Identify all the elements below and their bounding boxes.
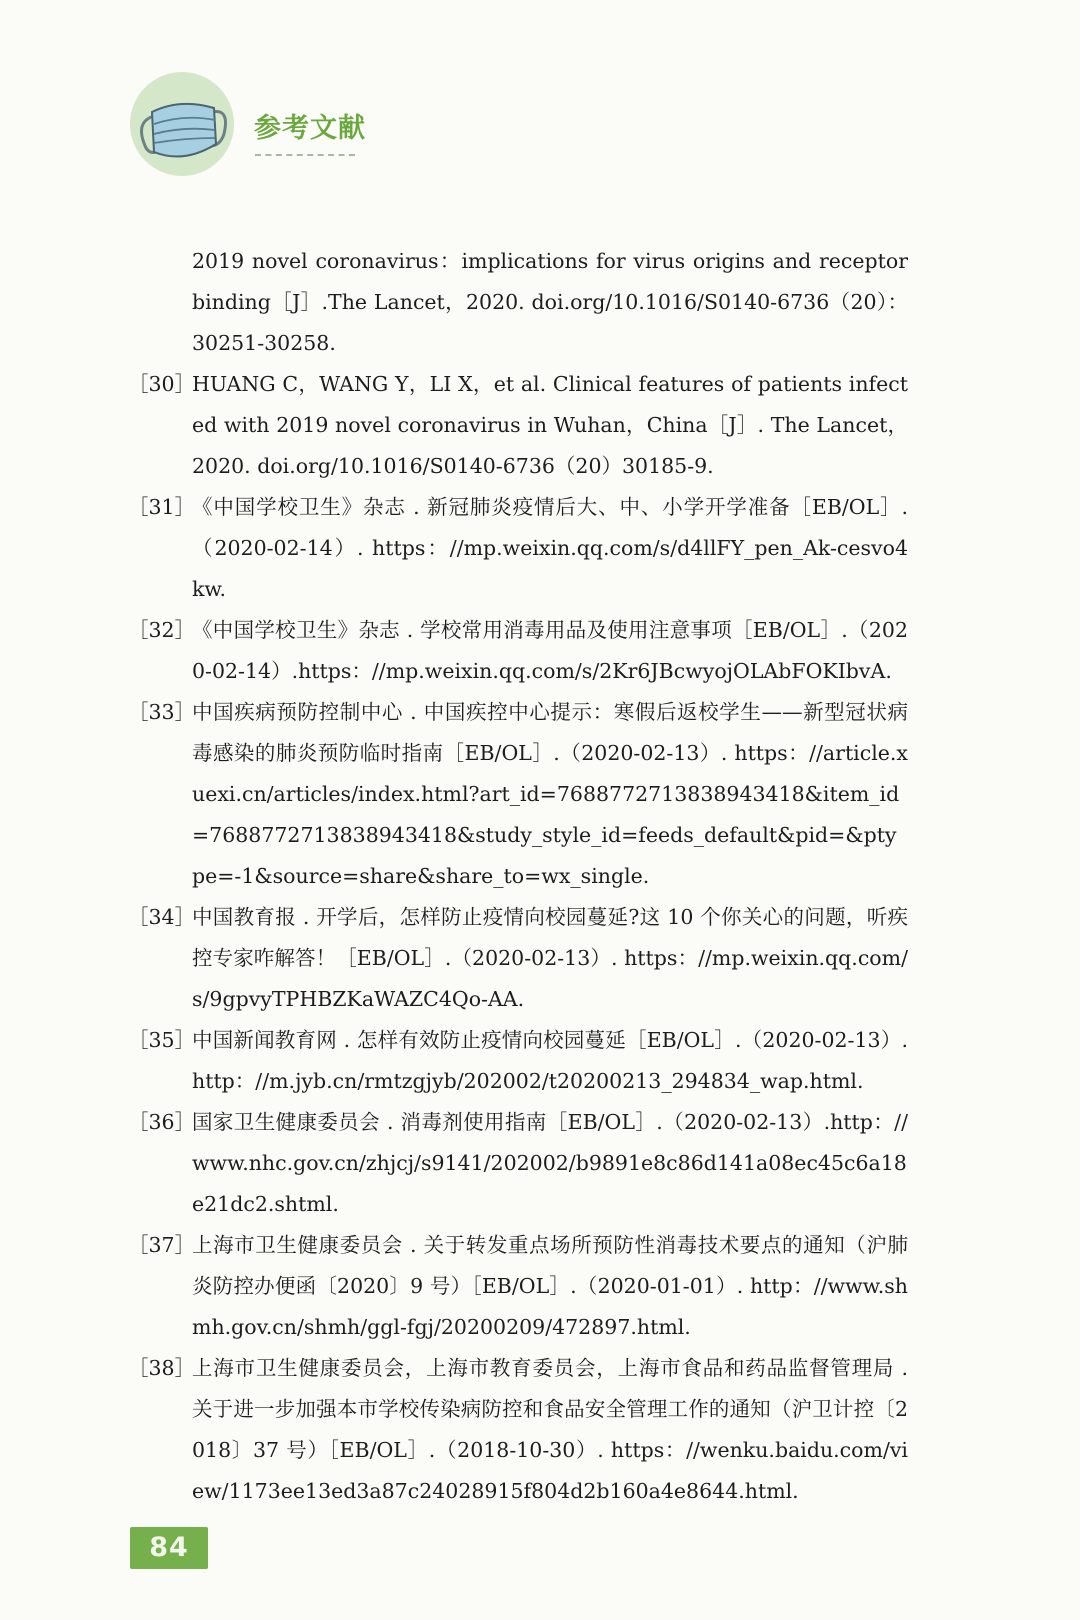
reference-number: ［37］ — [128, 1233, 196, 1257]
reference-item — [0, 610, 1080, 692]
reference-list — [0, 241, 1080, 1512]
reference-number: ［34］ — [128, 905, 196, 929]
reference-text: 中国疾病预防控制中心 . 中国疾控中心提示：寒假后返校学生——新型冠状病毒感染的肺炎预防临时指南［EB/OL］.（2020-02-13）. https：//article.xuexi.cn/articles/index.html?art_id=7688772713838943418&item_id=7688772713838943418&study_style_id=feeds_default&pid=&ptype=-1&source=share&share_to=wx_single. — [192, 700, 908, 888]
reference-text: 中国新闻教育网 . 怎样有效防止疫情向校园蔓延［EB/OL］.（2020-02-13）.http：//m.jyb.cn/rmtzgjyb/202002/t20200213_294834_wap.html. — [192, 1028, 908, 1093]
reference-item — [0, 692, 1080, 897]
title-underline — [255, 154, 355, 156]
reference-item — [0, 241, 1080, 364]
reference-text: 2019 novel coronavirus：implications for virus origins and receptor binding［J］.The Lancet，2020. doi.org/10.1016/S0140-6736（20）：30251-30258. — [192, 249, 908, 355]
reference-text: 《中国学校卫生》杂志 . 新冠肺炎疫情后大、中、小学开学准备［EB/OL］.（2020-02-14）. https：//mp.weixin.qq.com/s/d4llFY_pen_Ak-cesvo4kw. — [192, 495, 908, 601]
reference-number: ［35］ — [128, 1028, 196, 1052]
reference-number: ［36］ — [128, 1110, 196, 1134]
reference-text: 国家卫生健康委员会 . 消毒剂使用指南［EB/OL］.（2020-02-13）.http：//www.nhc.gov.cn/zhjcj/s9141/202002/b9891e8c86d141a08ec45c6a18e21dc2.shtml. — [192, 1110, 908, 1216]
reference-text: HUANG C，WANG Y，LI X，et al. Clinical features of patients infected with 2019 novel coronavirus in Wuhan，China［J］. The Lancet，2020. doi.org/10.1016/S0140-6736（20）30185-9. — [192, 372, 908, 478]
reference-item — [0, 1225, 1080, 1348]
reference-item — [0, 364, 1080, 487]
reference-item — [0, 1020, 1080, 1102]
reference-text: 中国教育报 . 开学后，怎样防止疫情向校园蔓延?这 10 个你关心的问题，听疾控专家咋解答！［EB/OL］.（2020-02-13）. https：//mp.weixin.qq.com/s/9gpvyTPHBZKaWAZC4Qo-AA. — [192, 905, 908, 1011]
reference-text: 上海市卫生健康委员会 . 关于转发重点场所预防性消毒技术要点的通知（沪肺炎防控办便函〔2020〕9 号）［EB/OL］.（2020-01-01）. http：//www.shmh.gov.cn/shmh/ggl-fgj/20200209/472897.html. — [192, 1233, 908, 1339]
page-number-badge — [130, 1527, 208, 1569]
face-mask-icon — [130, 72, 234, 176]
reference-item — [0, 487, 1080, 610]
reference-number: ［38］ — [128, 1356, 196, 1380]
reference-item — [0, 1102, 1080, 1225]
reference-number: ［33］ — [128, 700, 196, 724]
reference-text: 《中国学校卫生》杂志 . 学校常用消毒用品及使用注意事项［EB/OL］.（2020-02-14）.https：//mp.weixin.qq.com/s/2Kr6JBcwyojOLAbFOKIbvA. — [192, 618, 908, 683]
reference-text: 上海市卫生健康委员会，上海市教育委员会，上海市食品和药品监督管理局 . 关于进一步加强本市学校传染病防控和食品安全管理工作的通知（沪卫计控〔2018〕37 号）［EB/OL］.（2018-10-30）. https：//wenku.baidu.com/view/1173ee13ed3a87c24028915f804d2b160a4e8644.html. — [192, 1356, 908, 1503]
reference-item — [0, 1348, 1080, 1512]
reference-number: ［30］ — [128, 372, 196, 396]
reference-item — [0, 897, 1080, 1020]
reference-number: ［31］ — [128, 495, 196, 519]
page-number: 84 — [149, 1532, 189, 1563]
reference-number: ［32］ — [128, 618, 196, 642]
section-title: 参考文献 — [254, 113, 366, 144]
